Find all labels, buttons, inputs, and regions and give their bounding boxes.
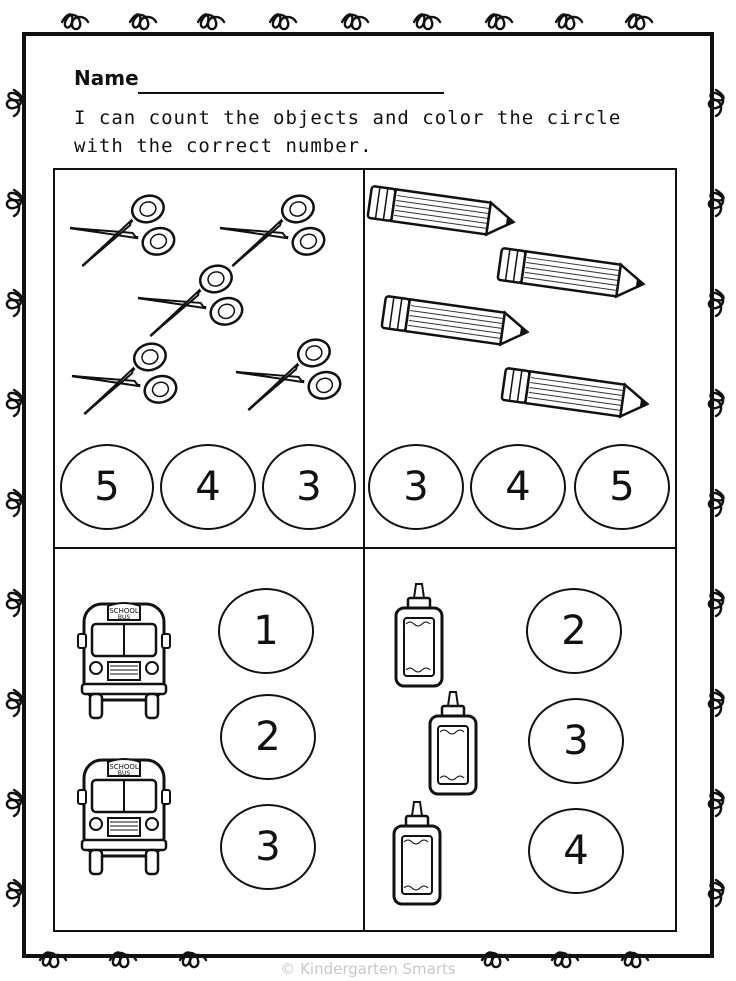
pencil-2 [498, 248, 646, 300]
pencil-4 [502, 368, 650, 420]
scissors-panel-art [60, 176, 360, 426]
choice-circle[interactable]: 4 [160, 444, 256, 530]
glue-bottle-1 [396, 584, 442, 686]
name-write-line[interactable] [138, 92, 444, 94]
scissors-5 [234, 336, 344, 423]
scissors-1 [68, 192, 178, 279]
pencil-3 [382, 296, 530, 348]
choice-circle[interactable]: 3 [262, 444, 356, 530]
scissors-2 [218, 192, 328, 279]
glue-bottle-3 [394, 802, 440, 904]
choice-circle[interactable]: 3 [368, 444, 464, 530]
choice-circle[interactable]: 5 [60, 444, 154, 530]
glue-bottle-2 [430, 692, 476, 794]
school-bus-1 [78, 603, 170, 718]
instructions: I can count the objects and color the circle with the correct number. [74, 107, 622, 157]
top-squiggles [62, 15, 652, 30]
grid-horizontal-divider [53, 547, 677, 549]
choice-circle[interactable]: 1 [218, 588, 314, 674]
left-squiggles [7, 90, 22, 906]
copyright-watermark: © Kindergarten Smarts [280, 960, 456, 978]
scissors-4 [70, 340, 180, 426]
grid-vertical-divider [363, 168, 365, 932]
bus-panel-art [74, 598, 184, 898]
choice-circle[interactable]: 3 [528, 698, 624, 784]
choice-circle[interactable]: 3 [220, 804, 316, 890]
scissors-3 [136, 262, 246, 349]
choice-circle[interactable]: 2 [220, 694, 316, 780]
glue-panel-art [386, 580, 506, 910]
choice-circle[interactable]: 4 [470, 444, 566, 530]
choice-circle[interactable]: 5 [574, 444, 670, 530]
pencil-1 [368, 186, 516, 238]
choice-circle[interactable]: 2 [526, 588, 622, 674]
choice-circle[interactable]: 4 [528, 808, 624, 894]
pencils-panel-art [366, 176, 666, 426]
name-label: Name [74, 66, 139, 90]
school-bus-2 [78, 759, 170, 874]
